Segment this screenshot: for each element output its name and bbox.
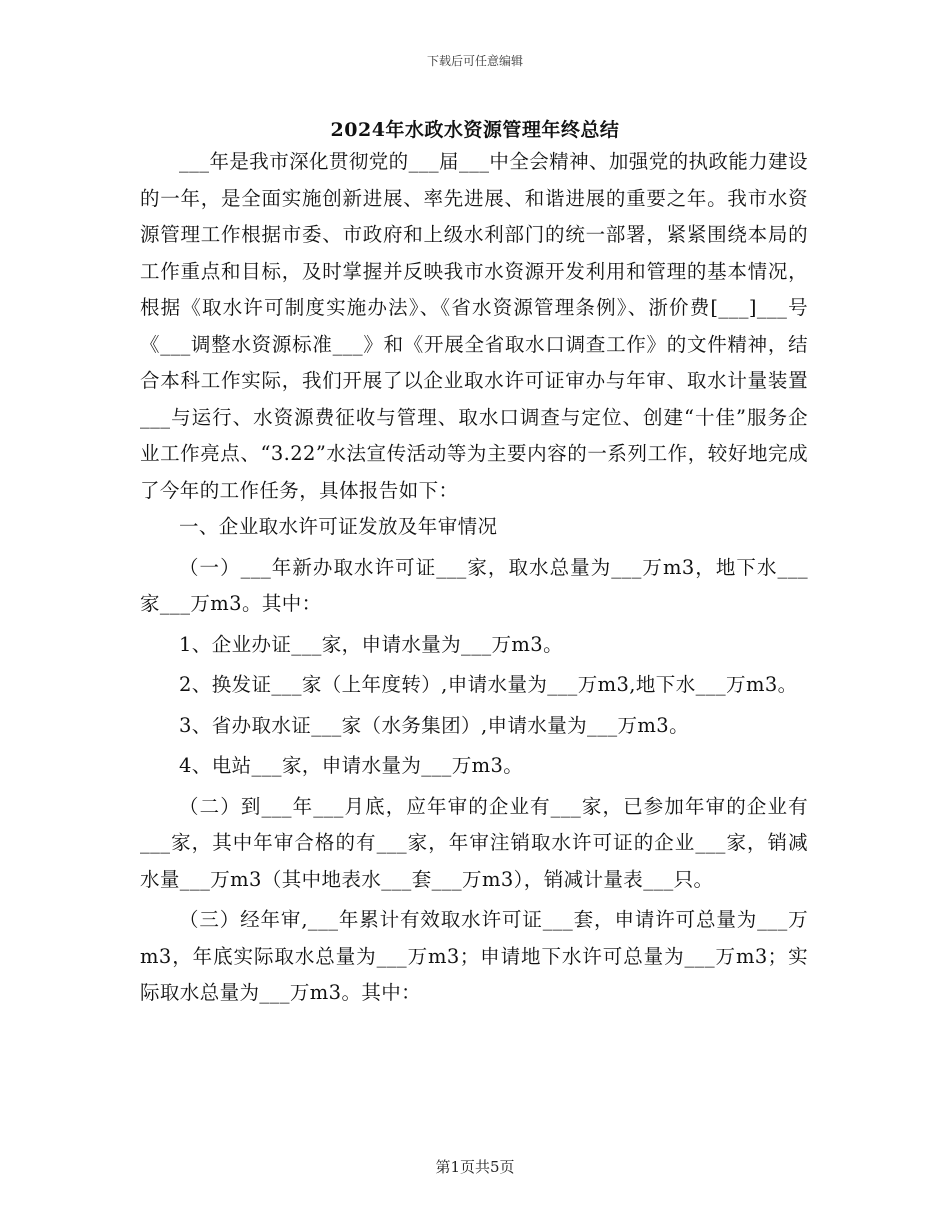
document-body (140, 144, 808, 1012)
header-note: 下载后可任意编辑 (426, 54, 523, 68)
section-heading-1: 一、企业取水许可证发放及年审情况 (179, 515, 498, 538)
subsection-3: （三）经年审,___年累计有效取水许可证___套，申请许可总量为___万m3，年底实际取水总量为___万m3；申请地下水许可总量为___万m3；实际取水总量为___万m3。其中： (140, 908, 808, 1004)
subsection-2: （二）到___年___月底，应年审的企业有___家，已参加年审的企业有___家，其中年审合格的有___家，年审注销取水许可证的企业___家，销减水量___万m3（其中地表水___套___万m3），销减计量表___只。 (140, 794, 808, 891)
list-item-3: 3、省办取水证___家（水务集团）,申请水量为___万m3。 (179, 713, 690, 737)
subsection-1: （一）___年新办取水许可证___家，取水总量为___万m3，地下水___家___万m3。其中： (140, 555, 808, 615)
list-item-2: 2、换发证___家（上年度转）,申请水量为___万m3,地下水___万m3。 (179, 673, 798, 696)
document-title: 2024年水政水资源管理年终总结 (330, 119, 620, 141)
page-number: 第1页共5页 (435, 1158, 515, 1176)
list-item-4: 4、电站___家，申请水量为___万m3。 (179, 754, 524, 777)
intro-paragraph: ___年是我市深化贯彻党的___届___中全会精神、加强党的执政能力建设的一年，是全面实施创新进展、率先进展、和谐进展的重要之年。我市水资源管理工作根据市委、市政府和上级水利部门的统一部署，紧紧围绕本局的工作重点和目标，及时掌握并反映我市水资源开发利用和管理的基本情况，根据《取水许可制度实施办法》、《省水资源管理条例》、浙价费[___]___号《___调整水资源标准___》和《开展全省取水口调查工作》的文件精神，结合本科工作实际，我们开展了以企业取水许可证审办与年审、取水计量装置___与运行、水资源费征收与管理、取水口调查与定位、创建“十佳”服务企业工作亮点、“3.22”水法宣传活动等为主要内容的一系列工作，较好地完成了今年的工作任务，具体报告如下： (140, 150, 808, 502)
list-item-1: 1、企业办证___家，申请水量为___万m3。 (179, 632, 564, 656)
